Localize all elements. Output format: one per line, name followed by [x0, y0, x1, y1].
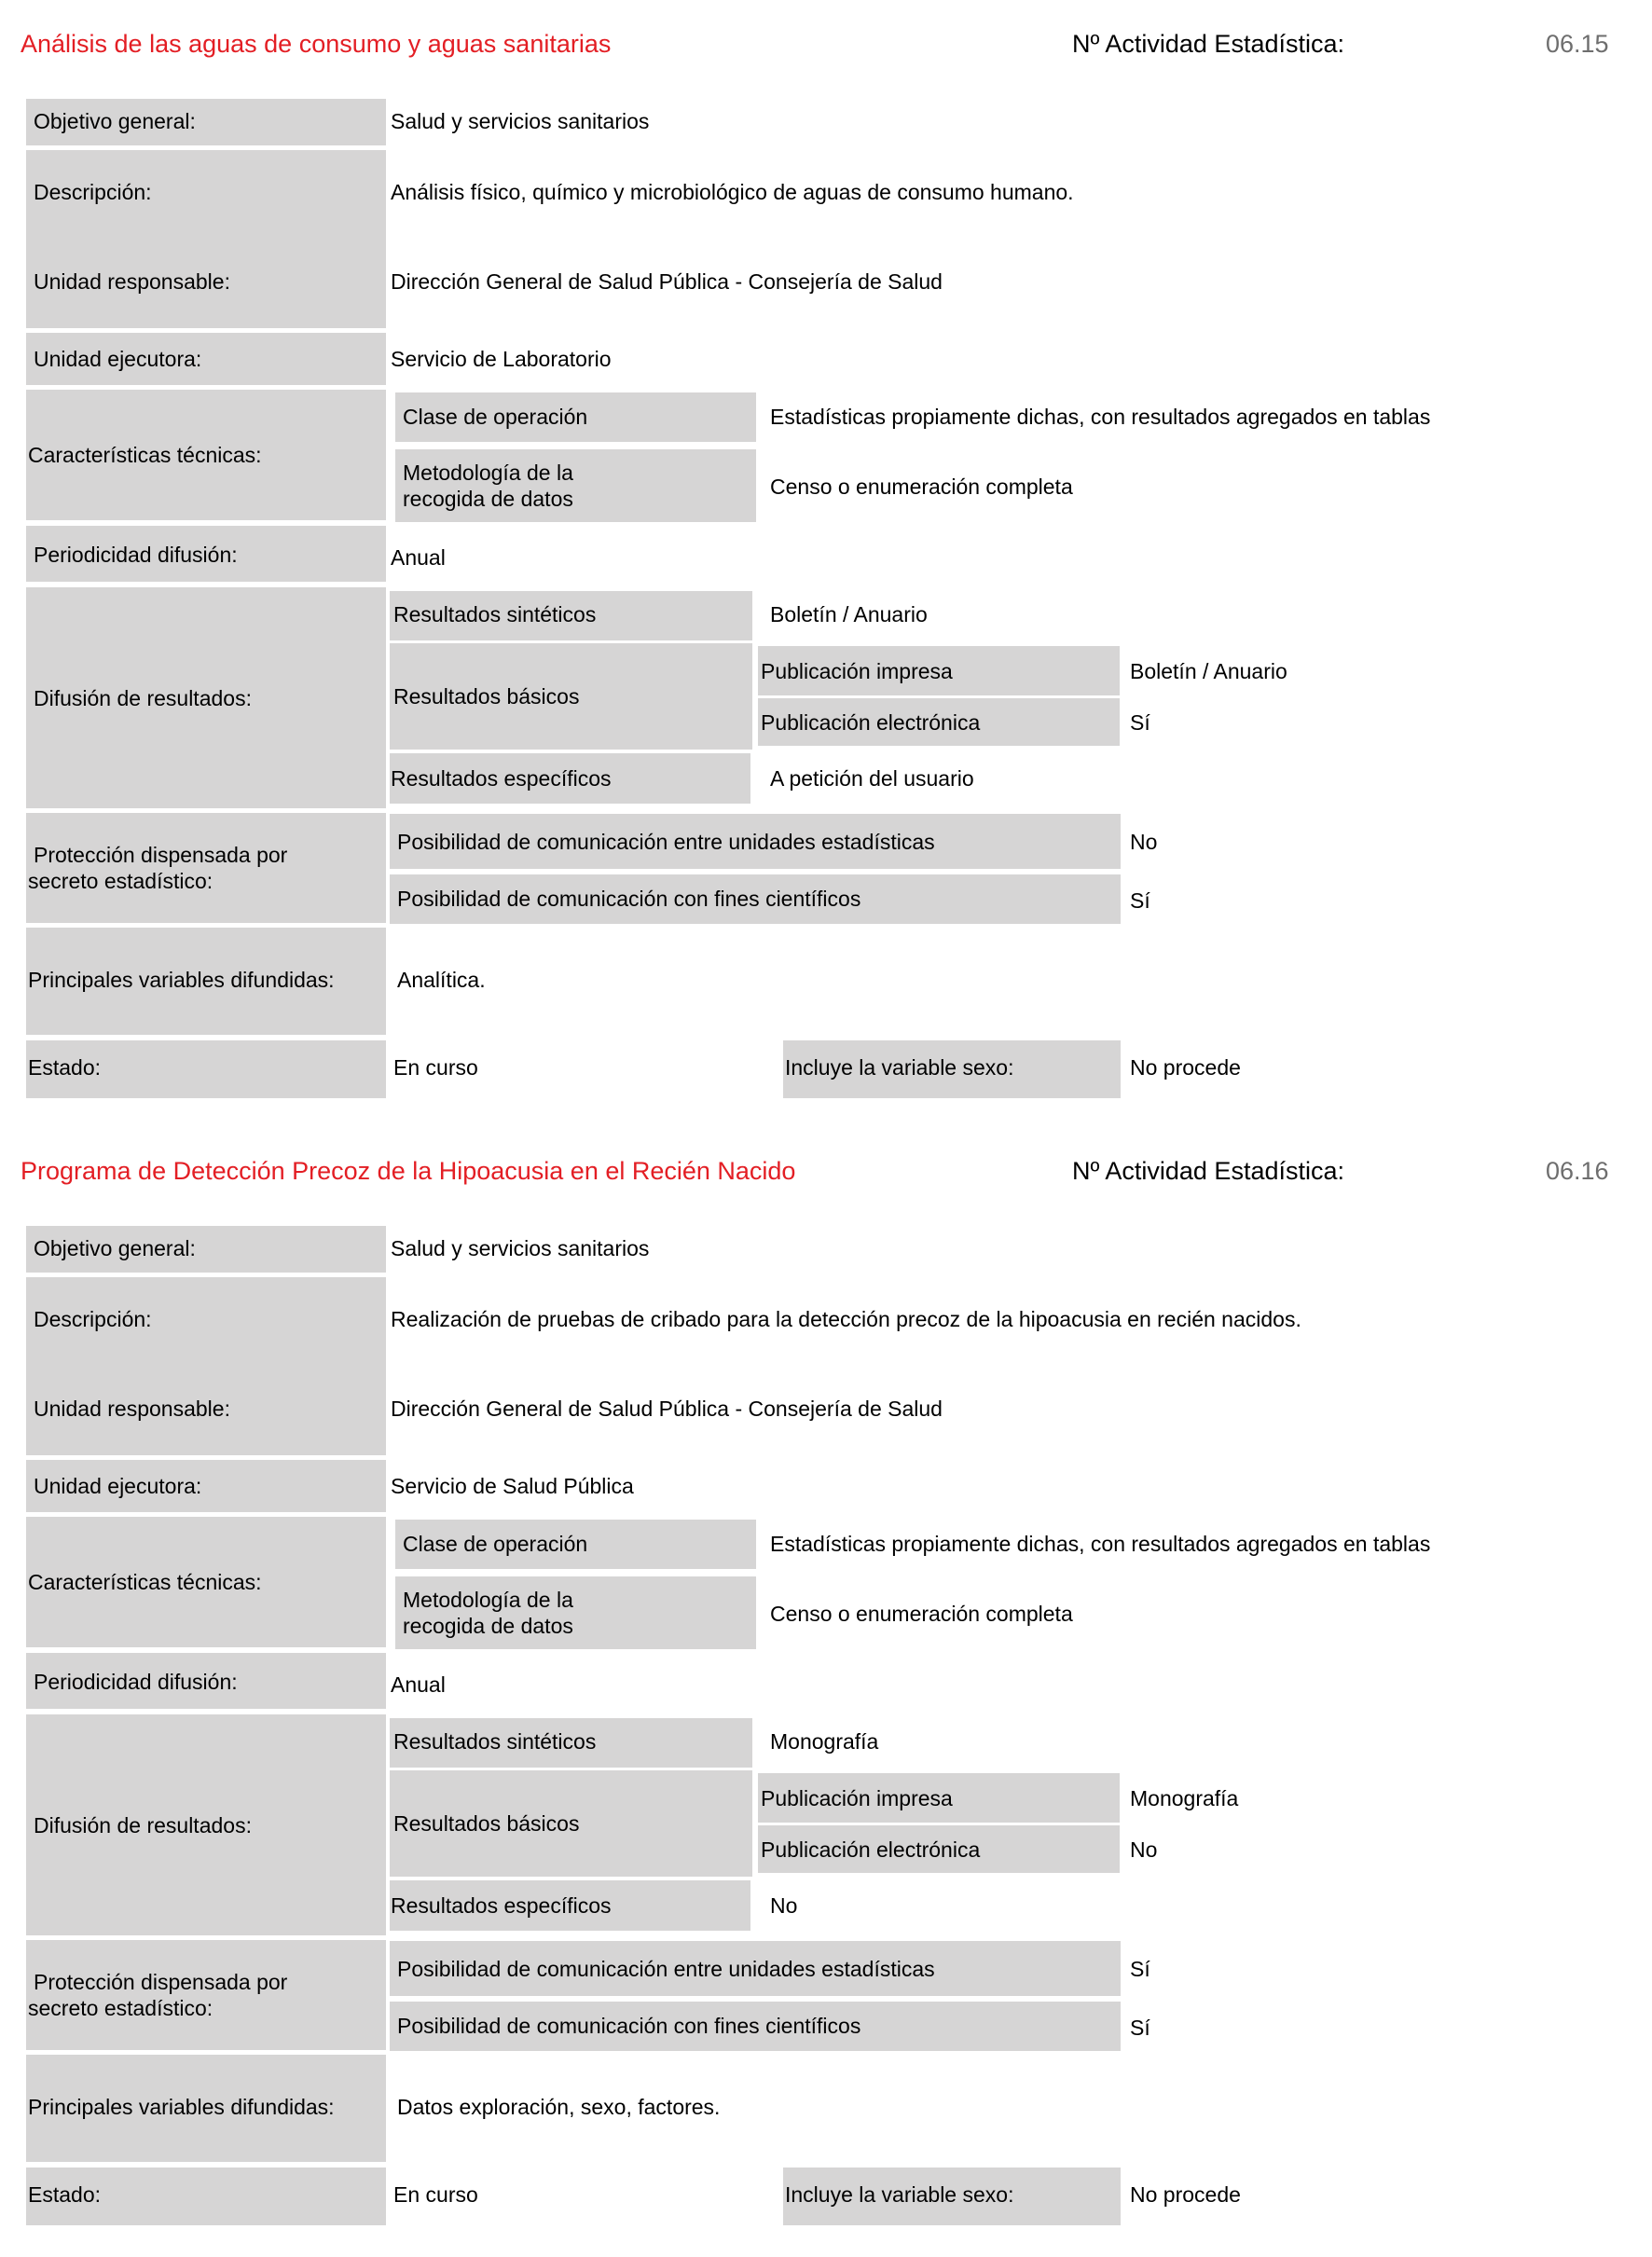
posibilidad-unidades-value: No: [1130, 830, 1158, 854]
activity-number: 06.16: [1546, 1157, 1609, 1185]
activity-card: [0, 0, 1652, 1119]
publicacion-electronica-label: Publicación electrónica: [761, 1837, 981, 1862]
posibilidad-unidades-label: Posibilidad de comunicación entre unidades estadísticas: [397, 830, 935, 854]
periodicidad-label: Periodicidad difusión:: [34, 543, 238, 567]
label-cell: [26, 1940, 386, 2050]
activity-title: Análisis de las aguas de consumo y aguas sanitarias: [21, 30, 612, 58]
resultados-sinteticos-value: Monografía: [770, 1729, 879, 1754]
publicacion-impresa-value: Boletín / Anuario: [1130, 659, 1287, 683]
posibilidad-unidades-value: Sí: [1130, 1957, 1150, 1981]
objetivo-general-value: Salud y servicios sanitarios: [391, 1236, 650, 1260]
incluye-sexo-label: Incluye la variable sexo:: [785, 2182, 1014, 2207]
metodologia-label: recogida de datos: [403, 487, 573, 511]
periodicidad-label: Periodicidad difusión:: [34, 1670, 238, 1694]
unidad-responsable-label: Unidad responsable:: [34, 1397, 230, 1421]
principales-variables-label: Principales variables difundidas:: [28, 968, 335, 992]
metodologia-label: recogida de datos: [403, 1614, 573, 1638]
activity-number-label: Nº Actividad Estadística:: [1072, 1157, 1344, 1185]
difusion-resultados-label: Difusión de resultados:: [34, 686, 252, 710]
descripcion-label: Descripción:: [34, 180, 152, 204]
resultados-especificos-value: No: [770, 1893, 798, 1918]
activity-number: 06.15: [1546, 30, 1609, 58]
resultados-especificos-value: A petición del usuario: [770, 766, 974, 791]
posibilidad-cientificos-value: Sí: [1130, 888, 1150, 913]
objetivo-general-label: Objetivo general:: [34, 1236, 196, 1260]
caracteristicas-tecnicas-label: Características técnicas:: [28, 443, 262, 467]
estado-value: En curso: [393, 2182, 478, 2207]
unidad-ejecutora-value: Servicio de Salud Pública: [391, 1474, 634, 1498]
unidad-responsable-label: Unidad responsable:: [34, 269, 230, 294]
posibilidad-cientificos-label: Posibilidad de comunicación con fines científicos: [397, 2014, 861, 2038]
clase-operacion-value: Estadísticas propiamente dichas, con resultados agregados en tablas: [770, 1532, 1431, 1556]
publicacion-electronica-value: No: [1130, 1837, 1158, 1862]
posibilidad-cientificos-value: Sí: [1130, 2016, 1150, 2040]
unidad-ejecutora-label: Unidad ejecutora:: [34, 347, 202, 371]
clase-operacion-label: Clase de operación: [403, 1532, 588, 1556]
proteccion-label: Protección dispensada por: [34, 1970, 288, 1994]
estado-value: En curso: [393, 1055, 478, 1080]
principales-variables-value: Datos exploración, sexo, factores.: [397, 2095, 721, 2119]
incluye-sexo-value: No procede: [1130, 2182, 1241, 2207]
proteccion-label: Protección dispensada por: [34, 843, 288, 867]
estado-label: Estado:: [28, 2182, 101, 2207]
label-cell: [26, 1277, 386, 1455]
periodicidad-value: Anual: [391, 1672, 446, 1697]
periodicidad-value: Anual: [391, 545, 446, 570]
unidad-ejecutora-label: Unidad ejecutora:: [34, 1474, 202, 1498]
incluye-sexo-value: No procede: [1130, 1055, 1241, 1080]
caracteristicas-tecnicas-label: Características técnicas:: [28, 1570, 262, 1594]
resultados-sinteticos-label: Resultados sintéticos: [393, 602, 597, 626]
principales-variables-value: Analítica.: [397, 968, 486, 992]
metodologia-label: Metodología de la: [403, 461, 573, 485]
incluye-sexo-label: Incluye la variable sexo:: [785, 1055, 1014, 1080]
resultados-especificos-label: Resultados específicos: [391, 1893, 612, 1918]
publicacion-impresa-label: Publicación impresa: [761, 1786, 953, 1810]
unidad-ejecutora-value: Servicio de Laboratorio: [391, 347, 612, 371]
publicacion-impresa-value: Monografía: [1130, 1786, 1239, 1810]
clase-operacion-label: Clase de operación: [403, 405, 588, 429]
activity-number-label: Nº Actividad Estadística:: [1072, 30, 1344, 58]
unidad-responsable-value: Dirección General de Salud Pública - Consejería de Salud: [391, 269, 943, 294]
unidad-responsable-value: Dirección General de Salud Pública - Consejería de Salud: [391, 1397, 943, 1421]
objetivo-general-value: Salud y servicios sanitarios: [391, 109, 650, 133]
resultados-basicos-label: Resultados básicos: [393, 684, 580, 709]
objetivo-general-label: Objetivo general:: [34, 109, 196, 133]
difusion-resultados-label: Difusión de resultados:: [34, 1813, 252, 1837]
descripcion-value: Realización de pruebas de cribado para la detección precoz de la hipoacusia en recién nacidos.: [391, 1307, 1301, 1331]
metodologia-value: Censo o enumeración completa: [770, 1602, 1073, 1626]
descripcion-value: Análisis físico, químico y microbiológico de aguas de consumo humano.: [391, 180, 1074, 204]
resultados-sinteticos-value: Boletín / Anuario: [770, 602, 928, 626]
publicacion-electronica-value: Sí: [1130, 710, 1150, 735]
proteccion-label: secreto estadístico:: [28, 1996, 213, 2020]
publicacion-impresa-label: Publicación impresa: [761, 659, 953, 683]
posibilidad-cientificos-label: Posibilidad de comunicación con fines científicos: [397, 887, 861, 911]
label-cell: [26, 813, 386, 923]
metodologia-value: Censo o enumeración completa: [770, 475, 1073, 499]
clase-operacion-value: Estadísticas propiamente dichas, con resultados agregados en tablas: [770, 405, 1431, 429]
estado-label: Estado:: [28, 1055, 101, 1080]
resultados-basicos-label: Resultados básicos: [393, 1811, 580, 1836]
descripcion-label: Descripción:: [34, 1307, 152, 1331]
resultados-sinteticos-label: Resultados sintéticos: [393, 1729, 597, 1754]
proteccion-label: secreto estadístico:: [28, 869, 213, 893]
publicacion-electronica-label: Publicación electrónica: [761, 710, 981, 735]
posibilidad-unidades-label: Posibilidad de comunicación entre unidades estadísticas: [397, 1957, 935, 1981]
label-cell: [26, 150, 386, 328]
activity-title: Programa de Detección Precoz de la Hipoacusia en el Recién Nacido: [21, 1157, 796, 1185]
activity-card: [0, 1127, 1652, 2246]
resultados-especificos-label: Resultados específicos: [391, 766, 612, 791]
metodologia-label: Metodología de la: [403, 1588, 573, 1612]
principales-variables-label: Principales variables difundidas:: [28, 2095, 335, 2119]
